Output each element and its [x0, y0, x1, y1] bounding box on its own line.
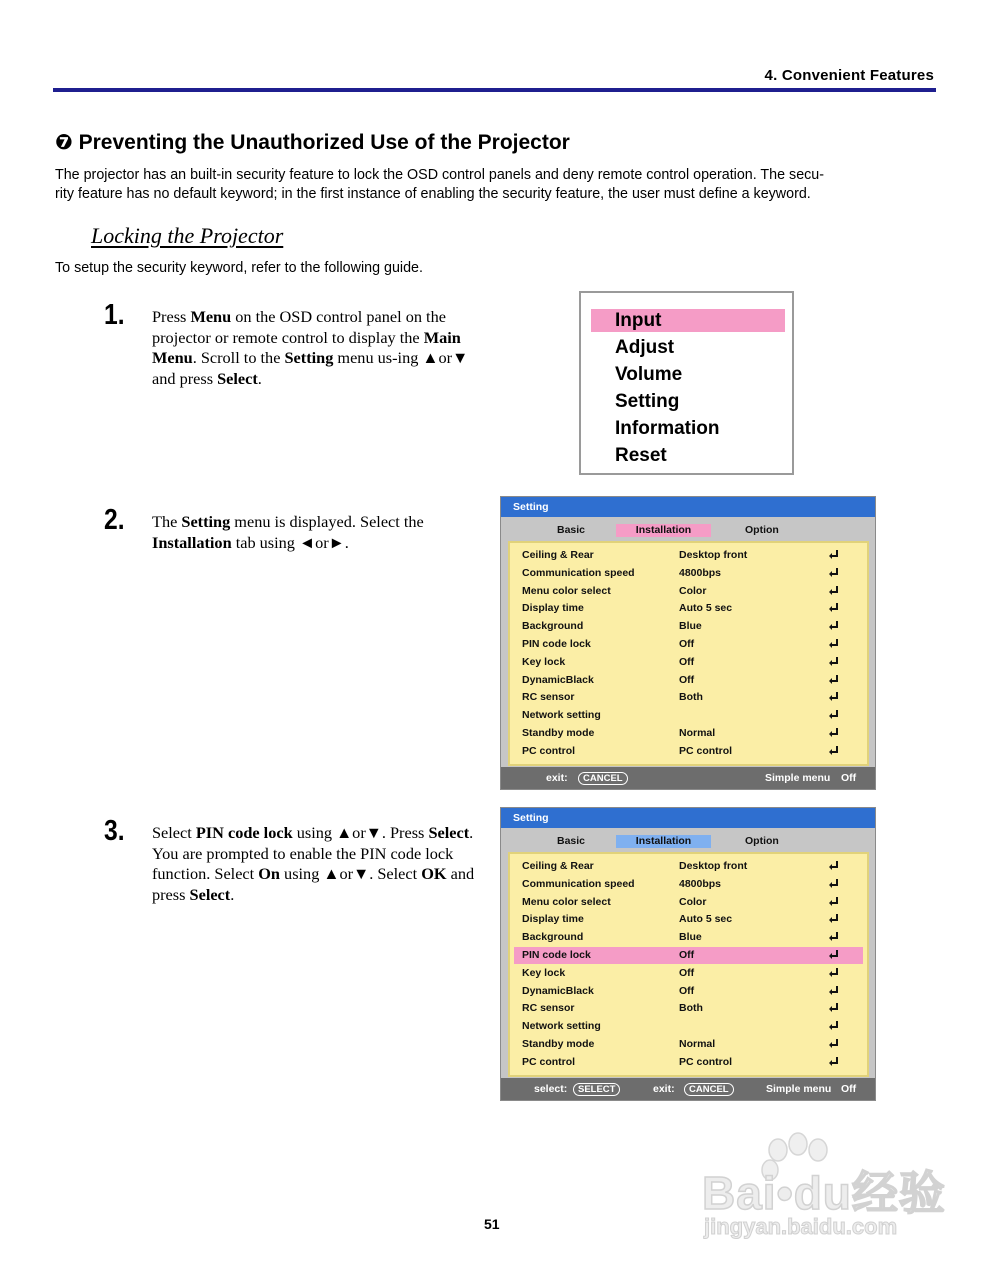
step-keyword: Main Menu [152, 327, 461, 367]
enter-arrow-icon [828, 860, 840, 872]
subsection-title: Locking the Projector [91, 223, 284, 248]
cancel-key[interactable]: CANCEL [684, 1078, 734, 1100]
panel-title: Setting [501, 808, 875, 828]
step-text-run: on the OSD control panel on the projector or remote control to display the [152, 307, 446, 347]
setting-value: Desktop front [679, 549, 748, 561]
setting-row[interactable] [514, 618, 863, 635]
section-title: ❼ Preventing the Unauthorized Use of the Projector [55, 131, 570, 154]
step-text-run: menu us-ing ▲or▼ and press [152, 348, 469, 388]
setting-row[interactable] [514, 894, 863, 911]
setting-row[interactable] [514, 707, 863, 724]
setting-label: Network setting [522, 709, 601, 722]
setting-label: PC control [522, 1055, 576, 1068]
setting-row[interactable] [514, 1000, 863, 1017]
cancel-key[interactable]: CANCEL [578, 767, 628, 789]
setting-label: Background [522, 931, 584, 944]
intro-line-2: rity feature has no default keyword; in the first instance of enabling the security feature, the user must define a keyword. [55, 186, 811, 202]
setting-value: 4800bps [679, 566, 722, 579]
setting-value: Off [679, 966, 695, 979]
step-2-text [152, 512, 477, 553]
enter-arrow-icon [828, 1002, 840, 1014]
step-text-run: . You are prompted to enable the PIN code lock function. Select [152, 823, 474, 883]
enter-arrow-icon [828, 585, 840, 597]
enter-arrow-icon [828, 949, 840, 961]
setting-label: DynamicBlack [522, 673, 594, 686]
footer-select-label: select: [534, 1083, 568, 1095]
setting-row[interactable] [514, 1036, 863, 1053]
tab-installation[interactable]: Installation [616, 524, 711, 537]
step-text-run: Select [152, 823, 196, 842]
setting-label: Display time [522, 602, 584, 615]
setting-label: RC sensor [522, 1002, 575, 1015]
setting-row[interactable] [514, 654, 863, 671]
step-text-run: and press [152, 864, 475, 904]
step-keyword: Select [428, 823, 470, 842]
setting-panel-installation [500, 496, 876, 790]
setting-value: Blue [679, 620, 702, 633]
setting-row[interactable] [514, 636, 863, 653]
setting-label: Menu color select [522, 584, 611, 597]
enter-arrow-icon [828, 602, 840, 614]
setting-row[interactable] [514, 983, 863, 1000]
step-keyword: Menu [190, 307, 232, 326]
setting-row[interactable] [514, 911, 863, 928]
setting-label: PIN code lock [522, 638, 591, 650]
step-text-run: . [257, 368, 262, 388]
tab-option[interactable]: Option [745, 835, 779, 847]
header-rule [53, 88, 936, 92]
subsection-intro: To setup the security keyword, refer to the following guide. [55, 260, 423, 276]
select-key[interactable]: SELECT [573, 1078, 620, 1100]
setting-label: RC sensor [522, 691, 575, 704]
footer-simple-menu-value: Off [841, 1083, 857, 1095]
step-3-text [152, 823, 477, 905]
step-keyword: Setting [284, 348, 334, 367]
footer-exit-label: exit: [546, 772, 568, 784]
enter-arrow-icon [828, 1056, 840, 1068]
setting-label: Display time [522, 913, 584, 926]
intro-line-1: The projector has an built-in security feature to lock the OSD control panels and deny remote control operation. The secu- [55, 167, 825, 183]
main-menu-item-volume[interactable]: Volume [615, 364, 683, 385]
setting-row[interactable] [514, 689, 863, 706]
setting-value: Normal [679, 1038, 716, 1050]
step-text-run: using ▲or▼. Select [279, 864, 422, 883]
step-keyword: Setting [181, 512, 231, 531]
watermark-logo-text: Bai•du经验 [702, 1167, 946, 1219]
setting-value: Off [679, 638, 695, 650]
setting-value: Off [679, 949, 695, 961]
tab-installation[interactable]: Installation [616, 835, 711, 848]
setting-value: Off [679, 655, 695, 668]
step-keyword: Installation [152, 532, 232, 552]
setting-row[interactable] [514, 876, 863, 893]
setting-row[interactable] [514, 1018, 863, 1035]
step-text-run: . [230, 884, 235, 904]
panel-title: Setting [501, 497, 875, 517]
setting-label: Key lock [522, 966, 566, 979]
main-menu-item-information[interactable]: Information [615, 418, 720, 439]
setting-row[interactable] [514, 965, 863, 982]
setting-label: Standby mode [522, 727, 595, 739]
enter-arrow-icon [828, 896, 840, 908]
enter-arrow-icon [828, 620, 840, 632]
enter-arrow-icon [828, 878, 840, 890]
enter-arrow-icon [828, 549, 840, 561]
tab-basic[interactable]: Basic [557, 835, 586, 847]
setting-value: Off [679, 673, 695, 686]
setting-value: Blue [679, 931, 702, 944]
setting-label: Menu color select [522, 895, 611, 908]
setting-value: Normal [679, 727, 716, 739]
step-text-run: using ▲or▼. Press [292, 823, 429, 842]
step-keyword: OK [421, 864, 447, 883]
step-1-text [152, 307, 477, 389]
setting-label: Background [522, 620, 584, 633]
setting-row[interactable] [514, 672, 863, 689]
enter-arrow-icon [828, 913, 840, 925]
enter-arrow-icon [828, 1038, 840, 1050]
setting-row[interactable] [514, 929, 863, 946]
setting-row[interactable] [514, 565, 863, 582]
footer-simple-menu: Simple menu [766, 1083, 832, 1095]
enter-arrow-icon [828, 656, 840, 668]
enter-arrow-icon [828, 638, 840, 650]
enter-arrow-icon [828, 745, 840, 757]
step-keyword: On [258, 864, 280, 883]
step-text-run: Press [152, 307, 191, 326]
footer-simple-menu-value: Off [841, 772, 857, 784]
setting-value: Auto 5 sec [679, 602, 733, 615]
main-menu-item-input[interactable]: Input [591, 309, 785, 332]
setting-value: Color [679, 895, 707, 908]
page-number: 51 [484, 1216, 500, 1232]
setting-value: PC control [679, 1055, 733, 1068]
setting-row[interactable] [514, 600, 863, 617]
step-text-run: The [152, 512, 182, 531]
footer-simple-menu: Simple menu [765, 772, 831, 784]
setting-value: 4800bps [679, 877, 722, 890]
main-menu-osd [579, 291, 794, 475]
setting-row[interactable] [514, 743, 863, 760]
setting-label: DynamicBlack [522, 984, 594, 997]
setting-row[interactable] [514, 725, 863, 742]
step-text-run: menu is displayed. Select the [230, 512, 424, 531]
setting-row[interactable] [514, 583, 863, 600]
setting-value: Both [679, 1002, 703, 1015]
setting-value: Desktop front [679, 860, 748, 872]
setting-row[interactable] [514, 1054, 863, 1071]
main-menu-item-adjust[interactable]: Adjust [615, 337, 675, 358]
setting-row[interactable] [514, 947, 863, 964]
enter-arrow-icon [828, 674, 840, 686]
enter-arrow-icon [828, 1020, 840, 1032]
setting-value: Color [679, 584, 707, 597]
step-text-run: tab using ◄or►. [231, 532, 349, 552]
setting-label: Ceiling & Rear [522, 549, 594, 561]
watermark-url: jingyan.baidu.com [704, 1214, 898, 1239]
step-text-run: . Scroll to the [192, 348, 285, 367]
tab-option[interactable]: Option [745, 524, 779, 536]
footer-exit-label: exit: [653, 1083, 675, 1095]
setting-label: Key lock [522, 655, 566, 668]
tab-basic[interactable]: Basic [557, 524, 586, 536]
step-3-number: 3. [104, 815, 125, 847]
enter-arrow-icon [828, 967, 840, 979]
main-menu-item-setting[interactable]: Setting [615, 391, 680, 412]
step-keyword: Select [189, 884, 231, 904]
step-1-number: 1. [104, 299, 125, 331]
setting-label: PC control [522, 744, 576, 757]
setting-label: Network setting [522, 1020, 601, 1033]
setting-label: Communication speed [522, 877, 635, 890]
chapter-title: 4. Convenient Features [764, 67, 934, 84]
setting-label: Ceiling & Rear [522, 860, 594, 872]
panel-footer [501, 767, 875, 789]
setting-label: PIN code lock [522, 949, 591, 961]
settings-list [508, 541, 869, 766]
step-keyword: PIN code lock [195, 823, 293, 842]
enter-arrow-icon [828, 691, 840, 703]
setting-row[interactable] [514, 547, 863, 564]
enter-arrow-icon [828, 727, 840, 739]
step-keyword: Select [217, 368, 258, 388]
setting-value: Both [679, 691, 703, 704]
enter-arrow-icon [828, 567, 840, 579]
enter-arrow-icon [828, 985, 840, 997]
setting-row[interactable] [514, 858, 863, 875]
panel-footer [501, 1078, 875, 1100]
settings-list [508, 852, 869, 1077]
main-menu-item-reset[interactable]: Reset [615, 445, 667, 466]
setting-value: Auto 5 sec [679, 913, 733, 926]
setting-value: PC control [679, 744, 733, 757]
setting-label: Communication speed [522, 566, 635, 579]
setting-panel-pin-code-lock [500, 807, 876, 1101]
enter-arrow-icon [828, 931, 840, 943]
step-2-number: 2. [104, 504, 125, 536]
setting-value: Off [679, 984, 695, 997]
setting-label: Standby mode [522, 1038, 595, 1050]
enter-arrow-icon [828, 709, 840, 721]
